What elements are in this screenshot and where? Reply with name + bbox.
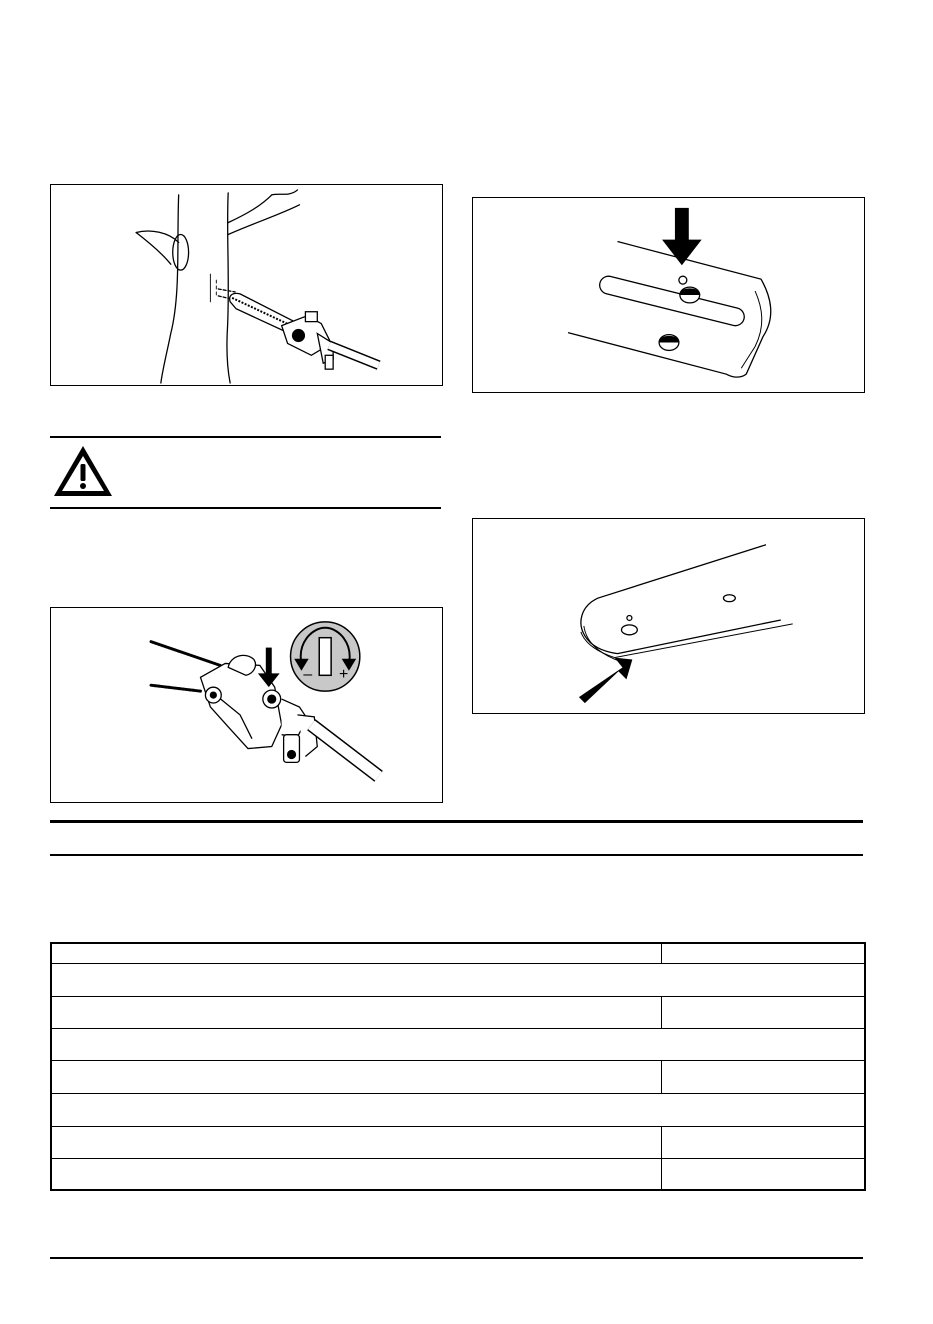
dial-plus-label: +	[339, 666, 349, 684]
table-row	[51, 996, 865, 1028]
chain-tension-illustration	[51, 608, 442, 802]
guide-bar-groove-figure	[472, 518, 865, 714]
chain-tension-figure	[50, 607, 443, 803]
table-cell	[51, 1126, 661, 1158]
table-cell	[51, 1061, 661, 1093]
table-header-cell	[51, 943, 661, 963]
table-row	[51, 1126, 865, 1158]
table-row	[51, 1061, 865, 1093]
guide-bar-groove-illustration	[473, 519, 864, 713]
table-row	[51, 1159, 865, 1190]
table-cell	[51, 1093, 865, 1126]
table-cell	[661, 1126, 865, 1158]
warning-bottom-rule	[50, 507, 441, 509]
tree-cut-illustration	[51, 185, 442, 385]
table-cell	[661, 996, 865, 1028]
footer-text	[0, 1312, 200, 1324]
footer-rule	[50, 1257, 863, 1259]
guide-bar-oil-hole-figure	[472, 197, 865, 393]
tree-cut-figure	[50, 184, 443, 386]
section-rule-bottom	[50, 854, 863, 856]
table-row	[51, 963, 865, 996]
table-cell	[51, 963, 865, 996]
table-header-cell	[661, 943, 865, 963]
table-cell	[51, 996, 661, 1028]
section-rule-top	[50, 820, 863, 823]
maintenance-table	[50, 942, 866, 1191]
table-row	[51, 1029, 865, 1061]
dial-minus-label: –	[303, 666, 313, 684]
table-row	[51, 1093, 865, 1126]
table-cell	[51, 1029, 865, 1061]
table-cell	[661, 1061, 865, 1093]
table-header-row	[51, 943, 865, 963]
table-cell	[51, 1159, 661, 1190]
table-cell	[661, 1159, 865, 1190]
warning-top-rule	[50, 436, 441, 438]
guide-bar-oil-hole-illustration	[473, 198, 864, 392]
warning-triangle-icon	[51, 443, 115, 499]
